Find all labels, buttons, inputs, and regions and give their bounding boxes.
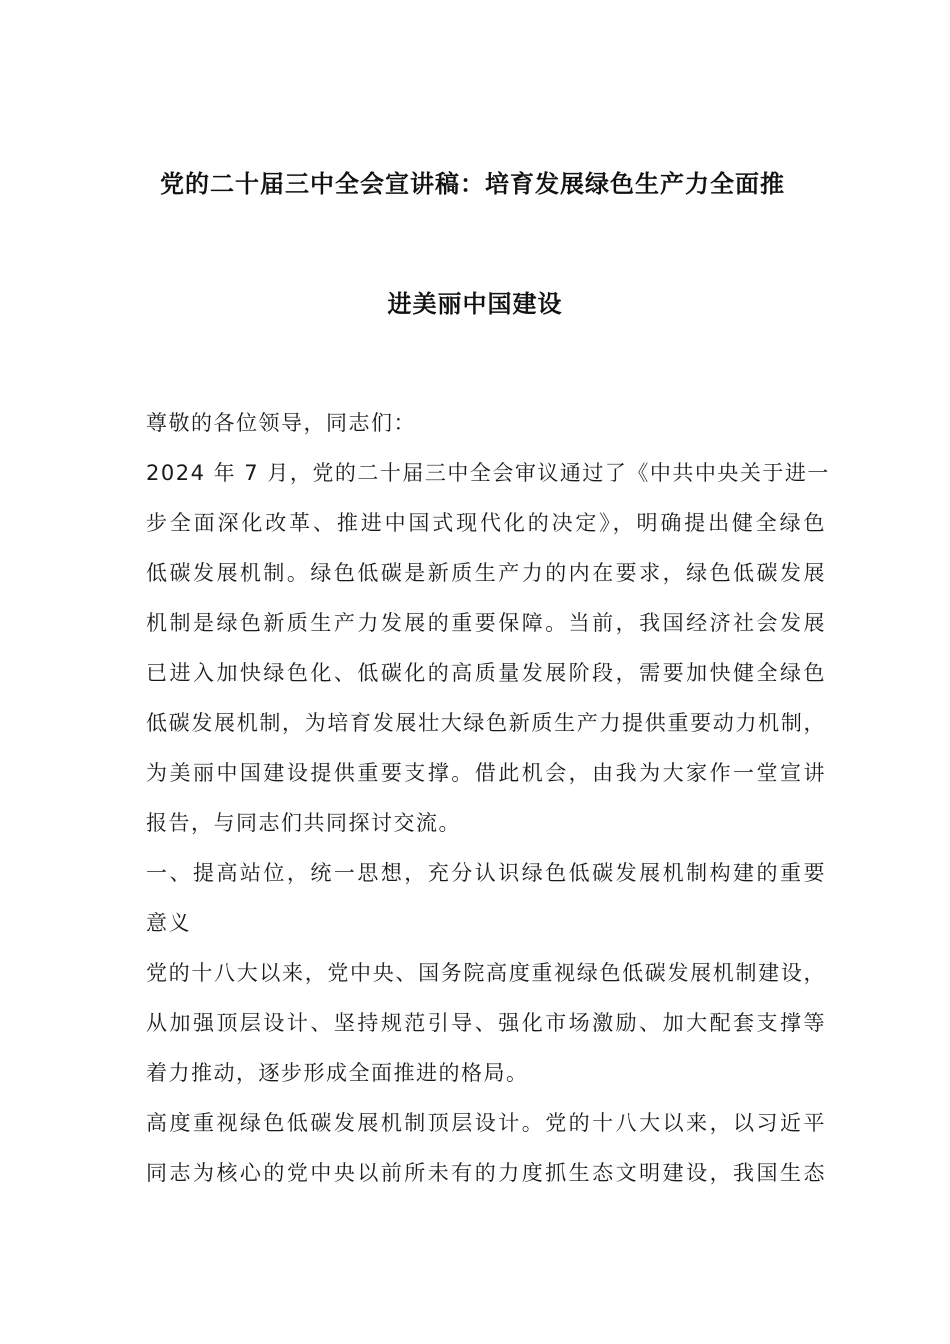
paragraph-line: 为美丽中国建设提供重要支撑。借此机会，由我为大家作一堂宣讲 — [146, 761, 826, 785]
section-heading-line: 意义 — [146, 911, 191, 935]
paragraph-line: 机制是绿色新质生产力发展的重要保障。当前，我国经济社会发展 — [146, 611, 826, 635]
paragraph-line: 报告，与同志们共同探讨交流。 — [146, 811, 461, 835]
section-heading-line: 一、提高站位，统一思想，充分认识绿色低碳发展机制构建的重要 — [146, 861, 826, 885]
document-title-line-2: 进美丽中国建设 — [387, 290, 563, 318]
paragraph-line: 2024 年 7 月，党的二十届三中全会审议通过了《中共中央关于进一 — [146, 461, 830, 485]
paragraph-line: 党的十八大以来，党中央、国务院高度重视绿色低碳发展机制建设， — [146, 961, 826, 985]
paragraph-line: 着力推动，逐步形成全面推进的格局。 — [146, 1061, 529, 1085]
paragraph-line: 低碳发展机制。绿色低碳是新质生产力的内在要求，绿色低碳发展 — [146, 561, 826, 585]
salutation: 尊敬的各位领导，同志们： — [146, 411, 416, 435]
paragraph-line: 从加强顶层设计、坚持规范引导、强化市场激励、加大配套支撑等 — [146, 1011, 826, 1035]
paragraph-line: 同志为核心的党中央以前所未有的力度抓生态文明建设，我国生态 — [146, 1161, 826, 1185]
paragraph-line: 低碳发展机制，为培育发展壮大绿色新质生产力提供重要动力机制， — [146, 711, 826, 735]
paragraph-line: 步全面深化改革、推进中国式现代化的决定》，明确提出健全绿色 — [146, 511, 826, 535]
paragraph-line: 已进入加快绿色化、低碳化的高质量发展阶段，需要加快健全绿色 — [146, 661, 826, 685]
paragraph-line: 高度重视绿色低碳发展机制顶层设计。党的十八大以来，以习近平 — [146, 1111, 826, 1135]
document-body — [146, 398, 830, 1198]
document-title-line-1: 党的二十届三中全会宣讲稿：培育发展绿色生产力全面推 — [160, 170, 785, 198]
